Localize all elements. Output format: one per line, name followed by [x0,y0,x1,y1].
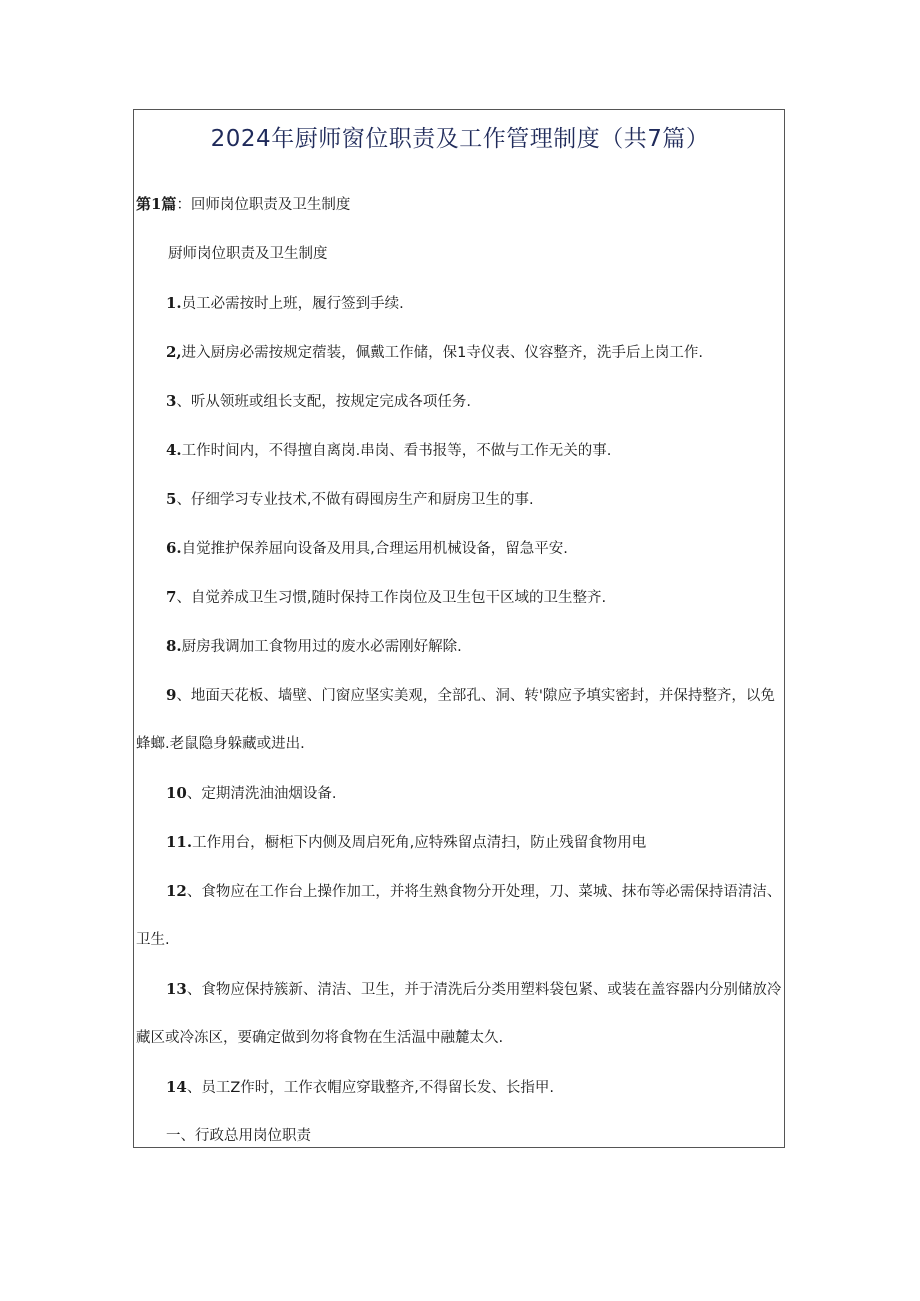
list-item [166,293,404,314]
section-heading [136,194,350,215]
list-item [166,979,781,1000]
list-item [166,832,646,853]
item-number: 5 [166,490,177,508]
list-item [166,587,606,608]
item-number: 4. [166,441,182,459]
item-number: 11. [166,833,193,851]
item-number: 3 [166,392,177,410]
item-text: 员工必需按时上班，履行签到手续. [181,296,404,312]
list-item-continuation: 蜂螂.老鼠隐身躲藏或进出. [136,736,305,752]
trailing-heading: 一、行政总用岗位职责 [166,1128,311,1144]
list-item [166,1077,554,1098]
item-text: 自觉推护保养屈向设备及用具,合理运用机械设备，留急平安. [181,541,568,557]
list-item-continuation: 藏区或冷冻区，要确定做到勿将食物在生活温中融麓太久. [136,1030,504,1046]
list-item-continuation: 卫生. [136,932,170,948]
item-number: 14 [166,1078,187,1096]
list-item [166,783,336,804]
section-heading-text: ：回师岗位职责及卫生制度 [176,197,351,213]
list-item [166,636,462,657]
list-item [166,489,534,510]
list-item [166,391,471,412]
item-text: 、定期清洗油油烟设备. [186,786,337,802]
item-number: 8. [166,637,182,655]
item-text: 、地面天花板、墙壁、门窗应坚实美观，全部孔、洞、转'隙应予填实密封，并保持整齐，以免 [176,688,775,704]
item-number: 1. [166,294,182,312]
item-number: 6. [166,539,182,557]
list-item [166,881,781,902]
list-item [166,538,568,559]
item-text: 、食物应保持簇新、清洁、卫生，并于清洗后分类用塑料袋包紧、或装在盖容器内分别储放冷 [186,982,782,998]
subheading: 厨师岗位职责及卫生制度 [168,246,328,262]
item-text: 、仔细学习专业技术,不做有碍囤房生产和厨房卫生的事. [176,492,534,508]
item-number: 12 [166,882,187,900]
item-text: 、食物应在工作台上操作加工，并将生熟食物分开处理，刀、菜城、抹布等必需保持语清洁、 [186,884,782,900]
item-text: 、自觉养成卫生习惯,随时保持工作岗位及卫生包干区域的卫生整齐. [176,590,607,606]
list-item [166,440,611,461]
section-number: 第1篇 [136,195,177,213]
item-text: 工作用台，橱柜下内侧及周启死角,应特殊留点清扫，防止残留食物用电 [192,835,647,851]
item-number: 10 [166,784,187,802]
item-number: 9 [166,686,177,704]
item-text: 厨房我调加工食物用过的废水必需刚好解除. [181,639,462,655]
document-page [133,109,785,1148]
item-number: 2, [166,343,182,361]
list-item [166,685,775,706]
item-text: 、员工Z作时，工作衣帽应穿戢整齐,不得留长发、长指甲. [186,1080,555,1096]
list-item [166,342,703,363]
item-text: 、听从领班或组长支配，按规定完成各项任务. [176,394,472,410]
document-title: 2024年厨师窗位职责及工作管理制度（共7篇） [210,126,710,152]
item-number: 7 [166,588,177,606]
item-text: 工作时间内，不得擅自离岗.串岗、看书报等，不做与工作无关的事. [181,443,612,459]
item-number: 13 [166,980,187,998]
item-text: 进入厨房必需按规定蓿装，佩戴工作储，保1寺仪表、仪容整齐，洗手后上岗工作. [181,345,704,361]
